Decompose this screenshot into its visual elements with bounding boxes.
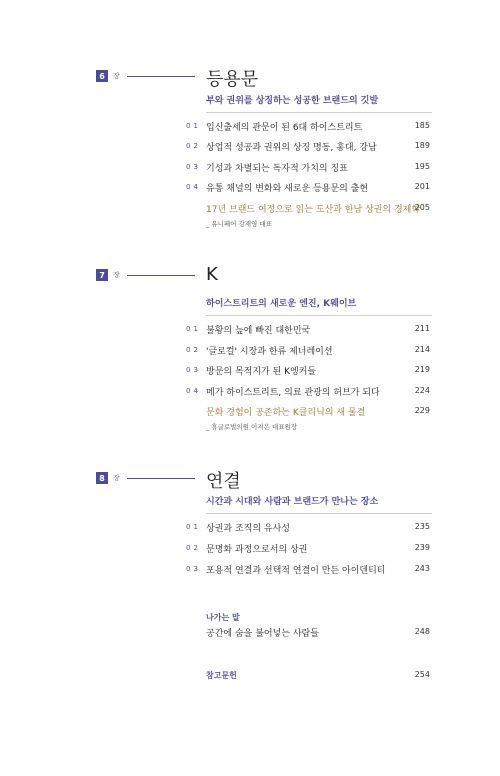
entry-number: 04 [186, 183, 201, 191]
entry-page: 185 [414, 121, 430, 130]
chapter-rule [127, 478, 195, 479]
entry-title: 입신출세의 관문이 된 6대 하이스트리트 [206, 123, 363, 133]
entry-author: _ 휴글로벌의원 이지은 대표원장 [206, 423, 298, 431]
entry-page: 235 [414, 522, 430, 531]
chapter-subtitle: 부와 권위를 상징하는 성공한 브랜드의 깃발 [206, 96, 379, 106]
chapter-number-badge: 6 [96, 70, 108, 82]
entry-title: '글로컬' 시장과 한류 제너레이션 [206, 347, 333, 357]
entry-page: 239 [414, 543, 430, 552]
entry-number: 03 [186, 366, 201, 374]
entry-title: 기성과 차별되는 독자적 가치의 징표 [206, 164, 348, 174]
chapter-number-badge: 8 [96, 472, 108, 484]
chapter-rule [127, 275, 195, 276]
chapter-label: 장 [113, 72, 120, 80]
entry-title: 17년 브랜드 여정으로 읽는 도산과 한남 상권의 경제학 [206, 205, 421, 215]
entry-number: 04 [186, 387, 201, 395]
entry-number: 01 [186, 325, 201, 333]
toc-entry-closing[interactable] [0, 626, 500, 640]
toc-entry-special[interactable] [0, 202, 500, 216]
chapter-title: K [206, 264, 218, 285]
entry-page: 219 [414, 365, 430, 374]
toc-entry[interactable] [0, 563, 500, 577]
toc-entry[interactable] [0, 140, 500, 154]
toc-entry[interactable] [0, 344, 500, 358]
toc-entry[interactable] [0, 542, 500, 556]
chapter-title: 등용문 [206, 69, 259, 90]
chapter-number-badge: 7 [96, 269, 108, 281]
toc-entry[interactable] [0, 181, 500, 195]
chapter-divider [206, 315, 432, 316]
entry-title: 유통 채널의 변화와 새로운 등용문의 출현 [206, 184, 369, 194]
entry-title: 상업적 성공과 권위의 상징 명동, 홍대, 강남 [206, 143, 377, 153]
entry-page: 201 [414, 182, 430, 191]
toc-entry[interactable] [0, 521, 500, 535]
closing-label: 나가는 말 [206, 613, 240, 622]
entry-page: 224 [414, 386, 430, 395]
entry-title: 문명화 과정으로서의 상권 [206, 545, 308, 555]
entry-title: 방문의 목적지가 된 K엥커들 [206, 367, 317, 377]
entry-title: 공간에 숨을 불어넣는 사람들 [206, 629, 319, 639]
toc-entry-special[interactable] [0, 405, 500, 419]
entry-title: 포용적 연결과 선택적 연결이 만든 아이덴티티 [206, 566, 386, 576]
toc-entry-references[interactable] [0, 669, 500, 683]
toc-entry[interactable] [0, 364, 500, 378]
entry-number: 02 [186, 544, 201, 552]
entry-page: 205 [414, 203, 430, 212]
chapter-subtitle: 시간과 시대와 사람과 브랜드가 만나는 장소 [206, 497, 379, 507]
entry-page: 243 [414, 564, 430, 573]
entry-page: 214 [414, 345, 430, 354]
entry-page: 248 [414, 627, 430, 636]
chapter-title: 연결 [206, 471, 241, 492]
entry-number: 02 [186, 346, 201, 354]
entry-page: 211 [414, 324, 430, 333]
entry-page: 195 [414, 162, 430, 171]
toc-entry[interactable] [0, 385, 500, 399]
entry-page: 229 [414, 406, 430, 415]
entry-title: 메가 하이스트리트, 의료 관광의 허브가 되다 [206, 388, 380, 398]
entry-number: 03 [186, 163, 201, 171]
entry-author: _ 유니페어 강재영 대표 [206, 220, 272, 228]
chapter-divider [206, 112, 432, 113]
chapter-rule [127, 76, 195, 77]
entry-title: 불황의 늪에 빠진 대한민국 [206, 326, 311, 336]
entry-page: 189 [414, 141, 430, 150]
entry-number: 01 [186, 523, 201, 531]
chapter-label: 장 [113, 271, 120, 279]
entry-number: 02 [186, 142, 201, 150]
references-label: 참고문헌 [206, 671, 237, 680]
toc-entry[interactable] [0, 161, 500, 175]
chapter-divider [206, 513, 432, 514]
chapter-subtitle: 하이스트리트의 새로운 엔진, K웨이브 [206, 299, 357, 309]
toc-entry[interactable] [0, 120, 500, 134]
entry-page: 254 [414, 670, 430, 679]
entry-title: 문화 경험이 공존하는 K클리닉의 새 물결 [206, 408, 366, 418]
entry-number: 03 [186, 565, 201, 573]
entry-number: 01 [186, 122, 201, 130]
chapter-label: 장 [113, 474, 120, 482]
toc-entry[interactable] [0, 323, 500, 337]
entry-title: 상권과 조직의 유사성 [206, 524, 290, 534]
